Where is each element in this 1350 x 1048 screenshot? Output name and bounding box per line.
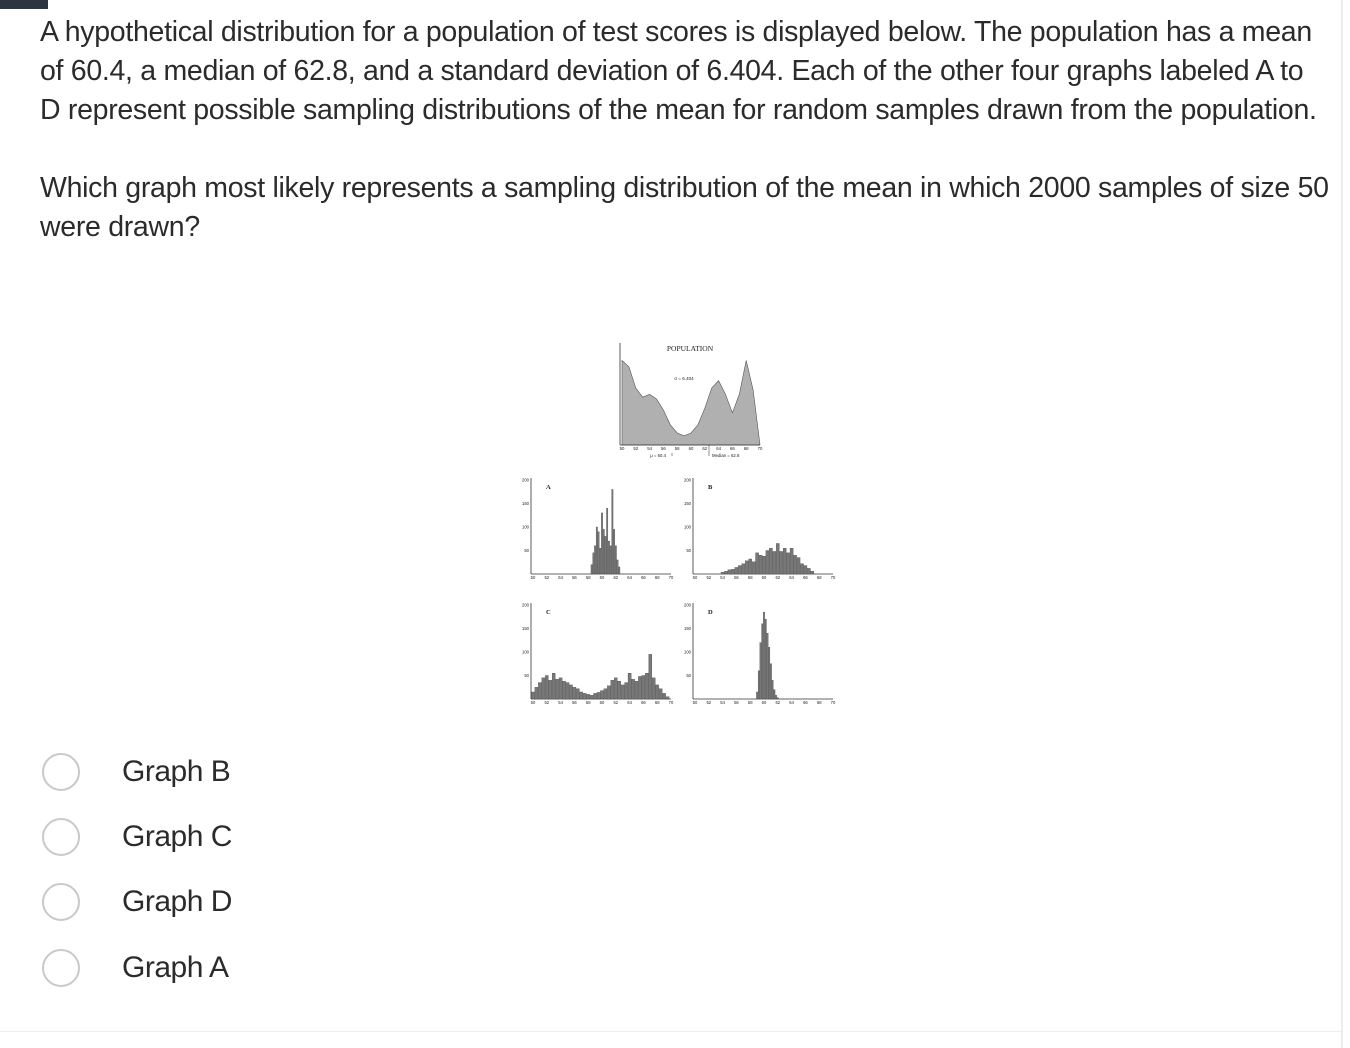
x-tick-label: 60 [761, 575, 767, 580]
x-tick-label: 64 [789, 700, 794, 705]
y-tick-label: 50 [524, 673, 529, 678]
histogram-bar [787, 553, 790, 574]
y-tick-label: 150 [684, 501, 691, 506]
histogram-bar [766, 551, 769, 575]
x-tick-label: 50 [530, 575, 536, 580]
histogram-bar [594, 546, 595, 574]
y-tick-label: 100 [522, 524, 529, 530]
histogram-bar [756, 692, 757, 699]
histogram-bar [608, 541, 609, 574]
y-tick-label: 50 [686, 548, 691, 553]
x-tick-label: 60 [761, 700, 767, 705]
histogram-bar [569, 685, 572, 699]
histogram-bar [591, 565, 592, 574]
y-tick-label: 150 [522, 626, 529, 631]
x-tick-label: 50 [530, 700, 536, 705]
option-label: Graph B [122, 755, 231, 788]
histogram-bar [593, 553, 594, 574]
histogram-bar [590, 695, 593, 699]
histogram-bar [762, 624, 763, 699]
histogram-bar [765, 619, 766, 699]
graph-d-chart [684, 603, 836, 706]
panel-label: D [708, 609, 713, 616]
histogram-bar [767, 633, 768, 699]
histogram-bar [807, 568, 810, 574]
histogram-bar [605, 536, 606, 574]
x-tick-label: 56 [734, 575, 739, 580]
histogram-bar [775, 695, 776, 699]
x-tick-label: 66 [803, 700, 808, 705]
y-tick-label: 50 [686, 673, 691, 678]
histogram-bar [562, 681, 565, 699]
x-tick-label: 68 [654, 575, 660, 580]
histogram-bar [617, 560, 618, 574]
x-tick-label: 54 [558, 700, 563, 705]
population-x-tick-label: 68 [743, 446, 749, 451]
histogram-bar [774, 690, 775, 699]
histogram-bar [618, 681, 621, 699]
y-tick-label: 200 [522, 602, 529, 608]
histogram-bar [614, 678, 617, 699]
histogram-bar [559, 678, 562, 699]
histogram-bar [724, 571, 727, 574]
panel-label: C [546, 609, 551, 616]
x-tick-label: 64 [789, 575, 794, 580]
histogram-bar [625, 683, 628, 699]
histogram-bar [777, 698, 778, 699]
option-graph-c[interactable] [40, 807, 600, 867]
population-x-tick-label: 54 [647, 446, 652, 451]
option-label: Graph C [122, 820, 232, 853]
graph-c-chart [522, 603, 674, 706]
histogram-bar [611, 680, 614, 699]
histogram-bar [573, 687, 576, 699]
histogram-bar [770, 664, 771, 699]
option-label: Graph A [122, 951, 229, 984]
y-tick-label: 100 [684, 524, 691, 530]
x-tick-label: 66 [803, 575, 808, 580]
histogram-bar [759, 555, 762, 574]
population-title: POPULATION [666, 344, 714, 353]
x-tick-label: 52 [706, 700, 712, 705]
histogram-bar [790, 548, 793, 574]
x-tick-label: 62 [613, 575, 619, 580]
histogram-bar [659, 689, 662, 699]
population-x-tick-label: 64 [716, 446, 721, 451]
histogram-bar [628, 673, 631, 699]
x-tick-label: 62 [775, 700, 781, 705]
histogram-bar [649, 654, 652, 699]
histogram-bar [768, 647, 769, 699]
y-tick-label: 150 [684, 626, 691, 631]
histogram-bar [780, 551, 783, 574]
question-paragraph-1: A hypothetical distribution for a population of test scores is displayed below. The population has a mean of 60.4, a median of 62.8, and a standard deviation of 6.404. Each of the other four graphs labeled A to D represent possible sampling distributions of the mean for random samples drawn from the population. [40, 16, 1317, 126]
y-tick-label: 100 [684, 649, 691, 655]
histogram-bar [735, 567, 738, 574]
histogram-bar [535, 687, 538, 699]
histogram-bar [566, 683, 569, 699]
histogram-bar [549, 680, 552, 699]
y-tick-label: 50 [524, 548, 529, 553]
histogram-bar [638, 676, 641, 699]
radio-button[interactable] [42, 883, 80, 921]
histogram-bar [631, 679, 634, 699]
histogram-bar [621, 685, 624, 699]
histogram-bar [749, 559, 752, 574]
x-tick-label: 52 [544, 700, 550, 705]
x-tick-label: 58 [585, 700, 591, 705]
histogram-bar [656, 685, 659, 699]
x-tick-label: 60 [599, 700, 605, 705]
option-label: Graph D [122, 885, 232, 918]
histogram-bar [769, 548, 772, 574]
histogram-bar [545, 676, 548, 700]
histogram-bar [531, 692, 534, 699]
histogram-bar [797, 558, 800, 574]
x-tick-label: 70 [668, 700, 674, 705]
graph-a-chart [522, 478, 674, 581]
population-x-tick-label: 62 [702, 446, 708, 451]
histogram-bar [600, 548, 601, 574]
distribution-figure [510, 335, 850, 710]
x-tick-label: 66 [641, 575, 646, 580]
histogram-bar [776, 543, 779, 574]
population-mean-label: μ = 60.4 [650, 453, 666, 458]
histogram-bar [615, 546, 616, 574]
histogram-bar [642, 676, 645, 700]
population-x-tick-label: 50 [619, 446, 625, 451]
figure-svg [510, 335, 850, 710]
top-tab-indicator [0, 0, 48, 9]
histogram-bar [763, 612, 764, 699]
histogram-bar [587, 694, 590, 699]
population-x-tick-label: 52 [633, 446, 639, 451]
histogram-bar [556, 679, 559, 699]
histogram-bar [596, 527, 597, 574]
histogram-bar [752, 562, 755, 574]
y-tick-label: 200 [522, 477, 529, 483]
x-tick-label: 60 [599, 575, 605, 580]
histogram-bar [606, 508, 607, 574]
histogram-bar [721, 572, 724, 574]
histogram-bar [758, 671, 759, 699]
population-sigma-label: σ = 6.404 [674, 376, 694, 381]
panel-label: B [708, 484, 713, 491]
histogram-bar [663, 693, 666, 699]
histogram-bar [580, 692, 583, 699]
x-tick-label: 52 [544, 575, 550, 580]
x-tick-label: 56 [734, 700, 739, 705]
histogram-bar [645, 673, 648, 699]
x-tick-label: 68 [816, 575, 822, 580]
x-tick-label: 54 [720, 575, 725, 580]
histogram-bar [728, 570, 731, 574]
histogram-bar [811, 571, 814, 574]
y-tick-label: 150 [522, 501, 529, 506]
population-x-ticks [620, 446, 763, 451]
y-tick-label: 100 [522, 649, 529, 655]
radio-button[interactable] [42, 753, 80, 791]
panel-divider [1341, 0, 1343, 1048]
x-tick-label: 64 [627, 700, 632, 705]
option-graph-a[interactable] [40, 938, 600, 998]
y-tick-label: 200 [684, 602, 691, 608]
population-median-label: Median = 62.8 [712, 453, 740, 458]
x-tick-label: 68 [654, 700, 660, 705]
histogram-bar [603, 529, 604, 574]
histogram-bar [597, 692, 600, 699]
histogram-bar [738, 566, 741, 574]
radio-button[interactable] [42, 949, 80, 987]
footer-divider [0, 1031, 1341, 1032]
histogram-bar [773, 551, 776, 574]
histogram-bar [762, 556, 765, 574]
x-tick-label: 70 [830, 575, 836, 580]
x-tick-label: 66 [641, 700, 646, 705]
option-graph-b[interactable] [40, 742, 600, 802]
population-x-tick-label: 56 [661, 446, 666, 451]
x-tick-label: 58 [747, 700, 753, 705]
histogram-bar [538, 683, 541, 699]
population-x-tick-label: 60 [688, 446, 694, 451]
population-x-tick-label: 70 [757, 446, 763, 451]
question-paragraph-2: Which graph most likely represents a sampling distribution of the mean in which 2000 samples of size 50 were drawn? [40, 172, 1329, 243]
population-x-tick-label: 58 [674, 446, 680, 451]
histogram-bar [742, 564, 745, 574]
histogram-bar [783, 548, 786, 574]
histogram-bar [610, 546, 611, 574]
x-tick-label: 58 [747, 575, 753, 580]
x-tick-label: 54 [558, 575, 563, 580]
x-tick-label: 62 [775, 575, 781, 580]
panel-label: A [546, 484, 551, 491]
histogram-bar [666, 697, 669, 699]
population-x-tick-label: 66 [730, 446, 735, 451]
population-chart [620, 343, 763, 458]
x-tick-label: 50 [692, 700, 698, 705]
x-tick-label: 56 [572, 575, 577, 580]
histogram-bar [652, 678, 655, 699]
x-tick-label: 70 [830, 700, 836, 705]
x-tick-label: 64 [627, 575, 632, 580]
histogram-bar [800, 564, 803, 574]
histogram-bar [576, 689, 579, 699]
histogram-bar [600, 691, 603, 699]
x-tick-label: 58 [585, 575, 591, 580]
histogram-bar [731, 569, 734, 574]
histogram-bar [601, 513, 602, 574]
x-tick-label: 50 [692, 575, 698, 580]
population-density-area [622, 360, 760, 445]
histogram-bar [612, 489, 613, 574]
radio-button[interactable] [42, 818, 80, 856]
sampling-distribution-panels [522, 478, 836, 706]
histogram-bar [772, 680, 773, 699]
histogram-bar [635, 681, 638, 699]
histogram-bar [594, 693, 597, 699]
option-graph-d[interactable] [40, 872, 600, 932]
histogram-bar [542, 678, 545, 699]
histogram-bar [583, 693, 586, 699]
histogram-bar [552, 673, 555, 699]
histogram-bar [604, 689, 607, 699]
x-tick-label: 68 [816, 700, 822, 705]
y-tick-label: 200 [684, 477, 691, 483]
x-tick-label: 62 [613, 700, 619, 705]
histogram-bar [613, 529, 614, 574]
histogram-bar [619, 567, 620, 574]
histogram-bar [793, 555, 796, 574]
x-tick-label: 54 [720, 700, 725, 705]
histogram-bar [756, 553, 759, 574]
x-tick-label: 52 [706, 575, 712, 580]
question-text [40, 13, 1330, 247]
histogram-bar [760, 643, 761, 699]
histogram-bar [745, 561, 748, 574]
histogram-bar [607, 686, 610, 699]
histogram-bar [804, 566, 807, 574]
x-tick-label: 70 [668, 575, 674, 580]
graph-b-chart [684, 478, 836, 581]
histogram-bar [598, 532, 599, 574]
x-tick-label: 56 [572, 700, 577, 705]
